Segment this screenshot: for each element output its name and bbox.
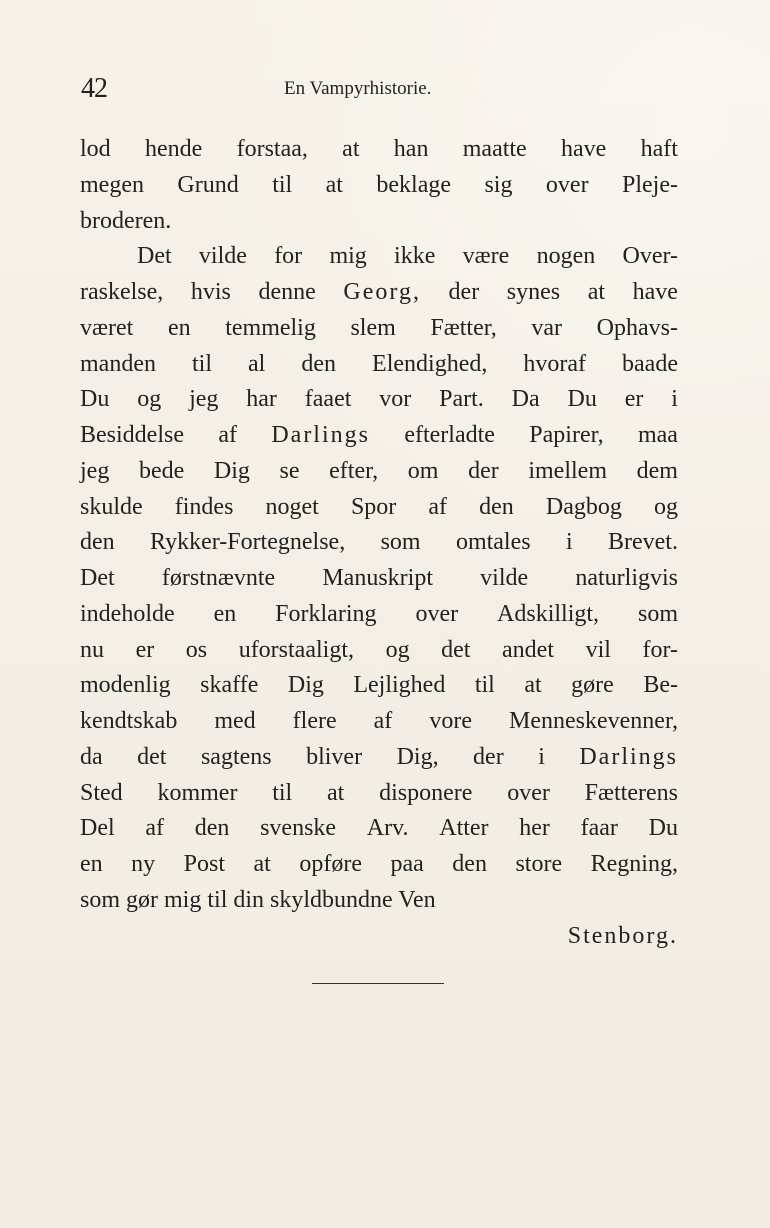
text-line bbox=[80, 525, 678, 561]
text-line bbox=[80, 633, 678, 669]
running-head bbox=[0, 73, 770, 105]
text-word: mig bbox=[329, 243, 367, 270]
text-word: dem bbox=[636, 457, 678, 484]
text-word: uforstaaligt, bbox=[238, 636, 354, 663]
text-word: kendtskab bbox=[80, 708, 178, 734]
text-line bbox=[80, 597, 678, 633]
text-word: en bbox=[80, 851, 103, 877]
text-word: om bbox=[407, 457, 439, 484]
text-word: Dagbog bbox=[545, 493, 622, 520]
text-line bbox=[80, 168, 678, 204]
text-word: skaffe bbox=[200, 672, 259, 699]
text-word: at bbox=[325, 171, 343, 198]
text-word: at bbox=[587, 279, 606, 305]
text-word: findes bbox=[174, 493, 234, 520]
text-line bbox=[80, 382, 678, 418]
text-word: Du bbox=[80, 386, 110, 413]
text-word: Be- bbox=[643, 672, 678, 699]
text-word: være bbox=[462, 243, 510, 270]
text-word: hvis bbox=[190, 279, 231, 305]
text-word: Post bbox=[183, 851, 226, 877]
text-word: Det bbox=[137, 243, 172, 270]
text-word: det bbox=[137, 743, 167, 770]
text-word: til bbox=[474, 672, 495, 699]
text-word: maatte bbox=[462, 136, 527, 162]
text-word: Fætterens bbox=[584, 779, 678, 806]
body-text bbox=[80, 132, 678, 954]
text-word: for bbox=[274, 243, 303, 270]
text-line bbox=[80, 311, 678, 347]
text-word: forstaa, bbox=[236, 136, 308, 162]
text-word: Du bbox=[567, 386, 597, 413]
text-line bbox=[80, 418, 678, 454]
text-word: vore bbox=[429, 708, 472, 734]
text-word: for- bbox=[642, 636, 678, 663]
text-line bbox=[80, 239, 678, 275]
text-word: slem bbox=[350, 314, 396, 341]
running-title: En Vampyrhistorie. bbox=[284, 78, 432, 99]
text-word: have bbox=[632, 279, 678, 305]
text-word: at bbox=[342, 136, 360, 162]
text-word: bliver bbox=[306, 743, 363, 770]
text-line bbox=[80, 454, 678, 490]
text-word: Forklaring bbox=[275, 600, 377, 627]
text-word: Dig bbox=[287, 672, 324, 699]
text-word: Papirer, bbox=[529, 422, 604, 448]
text-word: Darlings bbox=[271, 422, 370, 448]
text-word: til bbox=[192, 350, 213, 377]
text-word: svenske bbox=[260, 815, 337, 842]
text-word: var bbox=[531, 314, 563, 341]
text-word: der bbox=[468, 457, 499, 484]
text-word: synes bbox=[506, 279, 561, 305]
text-line bbox=[80, 347, 678, 383]
text-line bbox=[80, 275, 678, 311]
text-word: Besiddelse bbox=[80, 422, 184, 448]
text-word: den bbox=[452, 851, 487, 877]
text-word: se bbox=[279, 457, 300, 484]
text-word: over bbox=[415, 600, 459, 627]
text-word: nu bbox=[80, 636, 104, 663]
text-word: noget bbox=[265, 493, 319, 520]
text-word: bede bbox=[138, 457, 185, 484]
text-word: temmelig bbox=[225, 314, 316, 341]
text-word: naturligvis bbox=[575, 565, 678, 591]
text-line bbox=[80, 776, 678, 812]
text-word: førstnævnte bbox=[161, 565, 276, 591]
text-word: Del bbox=[80, 815, 115, 842]
text-word: Dig bbox=[213, 457, 250, 484]
text-word: opføre bbox=[299, 851, 362, 877]
text-word: paa bbox=[390, 851, 424, 877]
text-word: er bbox=[135, 636, 155, 663]
text-word: omtales bbox=[455, 529, 531, 556]
text-word: jeg bbox=[189, 386, 219, 413]
text-word: mig bbox=[164, 886, 208, 913]
text-word: raskelse, bbox=[80, 279, 164, 305]
text-word: Elendighed, bbox=[372, 350, 488, 377]
text-word: Regning, bbox=[590, 851, 678, 877]
text-word: og bbox=[137, 386, 162, 413]
text-word: skyldbundne bbox=[270, 886, 399, 913]
text-word: maa bbox=[637, 422, 678, 448]
text-word: Atter bbox=[439, 815, 489, 842]
text-word: af bbox=[145, 815, 165, 842]
text-word: haft bbox=[640, 136, 678, 162]
text-word: der bbox=[448, 279, 480, 305]
text-word: den bbox=[194, 815, 230, 842]
text-word: og bbox=[385, 636, 410, 663]
text-word: som bbox=[637, 600, 678, 627]
text-word: nogen bbox=[536, 243, 596, 270]
text-line bbox=[80, 561, 678, 597]
text-word: megen bbox=[80, 171, 144, 198]
text-word: af bbox=[373, 708, 393, 734]
text-word: af bbox=[428, 493, 448, 520]
text-word: at bbox=[524, 672, 542, 699]
text-word: Georg, bbox=[343, 279, 421, 305]
text-word: Du bbox=[648, 815, 678, 842]
text-line bbox=[80, 811, 678, 847]
text-word: som bbox=[380, 529, 421, 556]
text-word: Pleje- bbox=[622, 171, 678, 198]
text-word: baade bbox=[622, 350, 678, 377]
text-word: al bbox=[248, 350, 266, 377]
text-word: vil bbox=[585, 636, 611, 663]
text-line bbox=[80, 668, 678, 704]
text-word: indeholde bbox=[80, 600, 175, 627]
text-word: til bbox=[272, 171, 293, 198]
text-word: faaet bbox=[304, 386, 352, 413]
text-word: som bbox=[80, 886, 127, 913]
text-word: Brevet. bbox=[607, 529, 678, 556]
text-word: han bbox=[393, 136, 429, 162]
text-word: i bbox=[538, 743, 545, 770]
text-word: Spor bbox=[350, 493, 397, 520]
text-word: Over- bbox=[622, 243, 678, 270]
text-word: at bbox=[327, 779, 345, 806]
text-word: en bbox=[213, 600, 237, 627]
text-word: den bbox=[479, 493, 514, 520]
text-word: imellem bbox=[528, 457, 607, 484]
text-word: din bbox=[233, 886, 271, 913]
text-word: ny bbox=[131, 851, 156, 877]
text-word: Da bbox=[511, 386, 540, 413]
text-line bbox=[80, 704, 678, 740]
text-word: broderen. bbox=[80, 207, 172, 234]
text-word: vilde bbox=[480, 565, 529, 591]
text-word: Ven bbox=[398, 886, 436, 913]
text-word: Ophavs- bbox=[596, 314, 678, 341]
text-word: have bbox=[561, 136, 607, 162]
text-word: at bbox=[253, 851, 271, 877]
text-word: Dig, bbox=[396, 743, 439, 770]
text-word: har bbox=[246, 386, 277, 413]
text-word: beklage bbox=[376, 171, 452, 198]
text-word: hende bbox=[144, 136, 203, 162]
text-word: en bbox=[167, 314, 191, 341]
text-word: ikke bbox=[394, 243, 436, 270]
text-word: over bbox=[507, 779, 550, 806]
text-word: Manuskript bbox=[322, 565, 433, 591]
text-word: været bbox=[80, 314, 134, 341]
text-word: jeg bbox=[80, 457, 110, 484]
text-line bbox=[80, 847, 678, 883]
text-word: gøre bbox=[571, 672, 614, 699]
signature bbox=[80, 919, 678, 955]
text-word: Sted bbox=[80, 779, 123, 806]
text-word: skulde bbox=[80, 493, 143, 520]
text-word: Adskilligt, bbox=[497, 600, 600, 627]
text-word: faar bbox=[580, 815, 618, 842]
text-word: i bbox=[671, 386, 678, 413]
text-word: manden bbox=[80, 350, 156, 377]
text-word: Grund bbox=[177, 171, 239, 198]
text-word: disponere bbox=[379, 779, 473, 806]
text-word: er bbox=[624, 386, 644, 413]
text-line bbox=[80, 740, 678, 776]
text-word: Part. bbox=[439, 386, 484, 413]
text-word: Lejlighed bbox=[353, 672, 446, 699]
text-word: til bbox=[272, 779, 293, 806]
text-word: Rykker-Fortegnelse, bbox=[150, 529, 346, 556]
page-number: 42 bbox=[81, 73, 107, 104]
text-word: af bbox=[218, 422, 237, 448]
text-word: Darlings bbox=[579, 743, 678, 770]
text-word: Menneskevenner, bbox=[509, 708, 678, 734]
text-word: den bbox=[301, 350, 337, 377]
text-line bbox=[80, 204, 678, 240]
text-word: gør bbox=[126, 886, 165, 913]
text-line bbox=[80, 883, 678, 919]
text-word: denne bbox=[258, 279, 316, 305]
text-word: og bbox=[653, 493, 678, 520]
text-word: Det bbox=[80, 565, 115, 591]
signature-name: Stenborg. bbox=[567, 922, 678, 949]
text-word: efterladte bbox=[404, 422, 495, 448]
text-word: her bbox=[519, 815, 550, 842]
text-word: da bbox=[80, 743, 103, 770]
text-word: Fætter, bbox=[430, 314, 497, 341]
text-word: andet bbox=[502, 636, 554, 663]
text-word: vilde bbox=[198, 243, 247, 270]
text-word: sagtens bbox=[200, 743, 272, 770]
text-word: den bbox=[80, 529, 115, 556]
text-word: til bbox=[207, 886, 234, 913]
text-word: flere bbox=[292, 708, 337, 734]
text-word: hvoraf bbox=[523, 350, 587, 377]
end-rule bbox=[312, 983, 444, 984]
text-word: der bbox=[473, 743, 504, 770]
text-line bbox=[80, 132, 678, 168]
text-word: sig bbox=[484, 171, 513, 198]
text-word: med bbox=[214, 708, 256, 734]
text-word: efter, bbox=[329, 457, 379, 484]
text-word: kommer bbox=[157, 779, 238, 806]
text-word: store bbox=[515, 851, 563, 877]
text-word: det bbox=[441, 636, 471, 663]
text-word: over bbox=[545, 171, 589, 198]
text-word: Arv. bbox=[366, 815, 409, 842]
text-word: vor bbox=[379, 386, 412, 413]
text-line bbox=[80, 490, 678, 526]
text-word: modenlig bbox=[80, 672, 171, 699]
text-word: os bbox=[185, 636, 208, 663]
text-word: i bbox=[565, 529, 573, 556]
text-word: lod bbox=[80, 136, 111, 162]
